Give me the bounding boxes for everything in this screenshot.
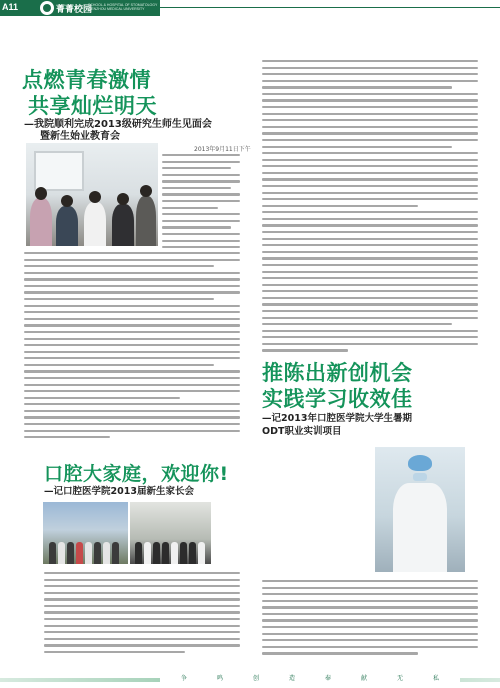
article2-headline: 口腔大家庭，欢迎你! [44, 463, 229, 485]
section-subtitle: SCHOOL & HOSPITAL OF STOMATOLOGY WENZHOU MEDICAL UNIVERSITY [88, 3, 158, 11]
photo-coat [393, 483, 447, 572]
article3-subtitle-line2: ODT职业实训项目 [262, 426, 342, 437]
footer-word: 争 [180, 675, 187, 682]
footer-word: 无 [396, 675, 403, 682]
footer-word: 鸣 [216, 675, 223, 682]
photo-head [140, 185, 152, 197]
photo-head [89, 191, 101, 203]
photo-cap [408, 455, 432, 471]
photo-person [112, 204, 134, 246]
article1-headline-line2: 共享灿烂明天 [28, 94, 157, 118]
page-header [0, 0, 500, 16]
article2-text-body [44, 572, 240, 658]
photo-person [30, 198, 52, 246]
photo-window [34, 151, 84, 191]
article3-photo [375, 447, 465, 572]
photo-head [117, 193, 129, 205]
article2-subtitle: —记口腔医学院2013届新生家长会 [44, 486, 194, 497]
article1-headline-line1: 点燃青春激情 [22, 68, 151, 92]
header-bar [0, 0, 160, 16]
footer-word: 创 [252, 675, 259, 682]
footer-word: 造 [288, 675, 295, 682]
photo-person [136, 196, 156, 246]
footer-word: 私 [432, 675, 439, 682]
article1-date: 2013年9月11日下午 [194, 146, 251, 153]
article1-subtitle-line1: —我院顺利完成2013级研究生师生见面会 [24, 119, 212, 130]
article3-headline-line2: 实践学习收效佳 [262, 387, 413, 411]
photo-head [35, 187, 47, 200]
page-number: A11 [2, 2, 19, 12]
article1-photo [26, 143, 158, 246]
article2-photo-right [130, 502, 211, 564]
article1-text-column-side [162, 154, 240, 253]
article3-text-body [262, 580, 478, 659]
article3-headline-line1: 推陈出新创机会 [262, 361, 413, 385]
page-footer [0, 672, 500, 688]
photo-person [84, 202, 106, 246]
article1-subtitle-line2: 暨新生始业教育会 [40, 131, 120, 142]
article3-text-side [262, 442, 370, 449]
footer-word: 献 [360, 675, 367, 682]
section-title: 菁菁校园 [56, 5, 93, 15]
photo-person [56, 206, 78, 246]
article1-text-body-left [24, 252, 240, 443]
article2-photo-left [43, 502, 128, 564]
article3-subtitle-line1: —记2013年口腔医学院大学生暑期 [262, 413, 412, 424]
photo-head [61, 195, 73, 207]
article1-text-body-right [262, 60, 478, 356]
footer-word: 奉 [324, 675, 331, 682]
footer-motto [160, 672, 460, 683]
photo-mask [413, 473, 427, 481]
header-rule [160, 7, 500, 8]
school-logo-icon [40, 1, 54, 15]
